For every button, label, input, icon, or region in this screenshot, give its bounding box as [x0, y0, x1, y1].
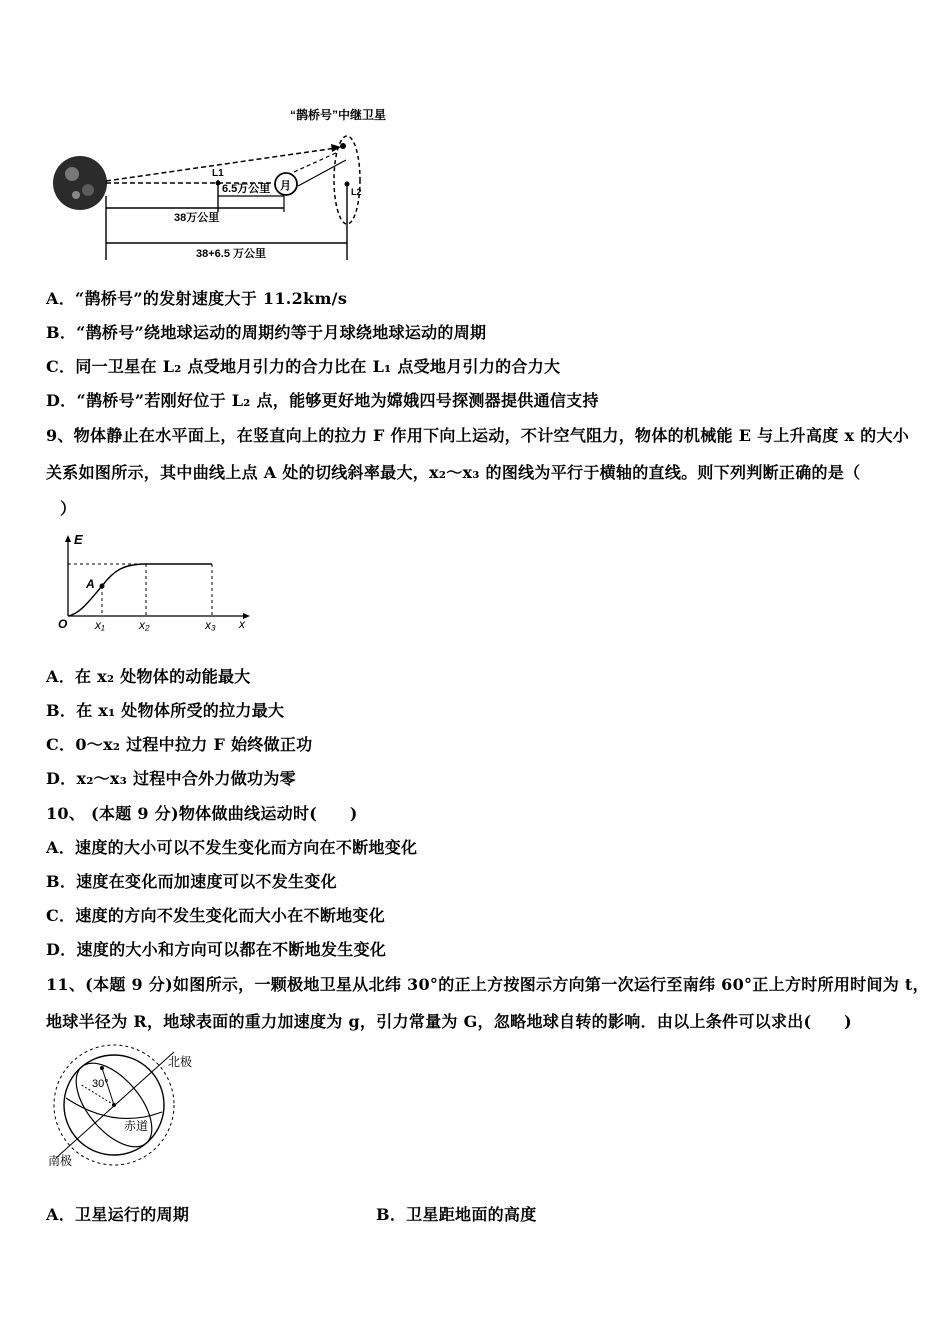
south-pole-label: 南极	[48, 1154, 73, 1168]
queqiao-title: “鹊桥号”中继卫星	[290, 108, 387, 122]
angle-label: 30°	[92, 1078, 109, 1090]
q8-option-a: A．“鹊桥号”的发射速度大于 11.2km/s	[46, 289, 348, 308]
satellite	[340, 143, 346, 149]
dist-38: 38万公里	[174, 212, 220, 224]
globe-diagram	[46, 1040, 206, 1170]
globe-figure	[46, 1040, 206, 1170]
q10-option-a: A．速度的大小可以不发生变化而方向在不断地变化	[46, 838, 418, 857]
graph-a-label: A	[86, 577, 95, 591]
queqiao-diagram	[46, 100, 406, 265]
graph-x-label: x	[239, 617, 245, 631]
q10-option-b: B．速度在变化而加速度可以不发生变化	[46, 872, 337, 891]
q9-stem-2: 关系如图所示，其中曲线上点 A 处的切线斜率最大，x₂～x₃ 的图线为平行于横轴的直线。则下列判断正确的是（	[46, 463, 861, 482]
q10-stem: 10、 (本题 9 分)物体做曲线运动时( )	[46, 804, 358, 823]
earth	[53, 156, 107, 210]
equator-label: 赤道	[124, 1119, 149, 1133]
queqiao-figure	[46, 100, 406, 265]
q9-option-a: A．在 x₂ 处物体的动能最大	[46, 667, 251, 686]
q9-option-d: D．x₂～x₃ 过程中合外力做功为零	[46, 769, 296, 788]
graph-e-label: E	[74, 532, 83, 547]
north-pole-label: 北极	[168, 1055, 193, 1069]
energy-graph	[50, 530, 260, 635]
q11-option-a: A．卫星运行的周期	[46, 1205, 190, 1224]
q9-stem-1: 9、物体静止在水平面上，在竖直向上的拉力 F 作用下向上运动，不计空气阻力，物体的机械能 E 与上升高度 x 的大小	[46, 426, 910, 445]
graph-x2-label: x₂	[139, 618, 150, 632]
q10-option-d: D．速度的大小和方向可以都在不断地发生变化	[46, 940, 387, 959]
dist-445: 38+6.5 万公里	[196, 248, 267, 260]
q8-option-d: D．“鹊桥号”若刚好位于 L₂ 点，能够更好地为嫦娥四号探测器提供通信支持	[46, 391, 599, 410]
q11-option-b: B．卫星距地面的高度	[376, 1205, 537, 1224]
graph-o-label: O	[58, 617, 68, 631]
q9-option-c: C．0～x₂ 过程中拉力 F 始终做正功	[46, 735, 313, 754]
q9-stem-3: ）	[60, 499, 77, 518]
q11-stem-2: 地球半径为 R，地球表面的重力加速度为 g，引力常量为 G，忽略地球自转的影响．由以上条件可以求出( )	[46, 1012, 852, 1031]
energy-graph-figure	[50, 530, 260, 635]
q8-option-c: C．同一卫星在 L₂ 点受地月引力的合力比在 L₁ 点受地月引力的合力大	[46, 357, 561, 376]
graph-x3-label: x₃	[205, 618, 216, 632]
q9-option-b: B．在 x₁ 处物体所受的拉力最大	[46, 701, 285, 720]
q11-stem-1: 11、(本题 9 分)如图所示，一颗极地卫星从北纬 30°的正上方按图示方向第一次运行至南纬 60°正上方时所用时间为 t，	[46, 975, 929, 994]
dist-65: 6.5万公里	[222, 183, 271, 195]
l2-label: L2	[351, 187, 362, 197]
q10-option-c: C．速度的方向不发生变化而大小在不断地变化	[46, 906, 386, 925]
graph-x1-label: x₁	[95, 618, 105, 632]
q8-option-b: B．“鹊桥号”绕地球运动的周期约等于月球绕地球运动的周期	[46, 323, 487, 342]
moon-label: 月	[280, 180, 291, 192]
l1-label: L1	[212, 168, 224, 179]
